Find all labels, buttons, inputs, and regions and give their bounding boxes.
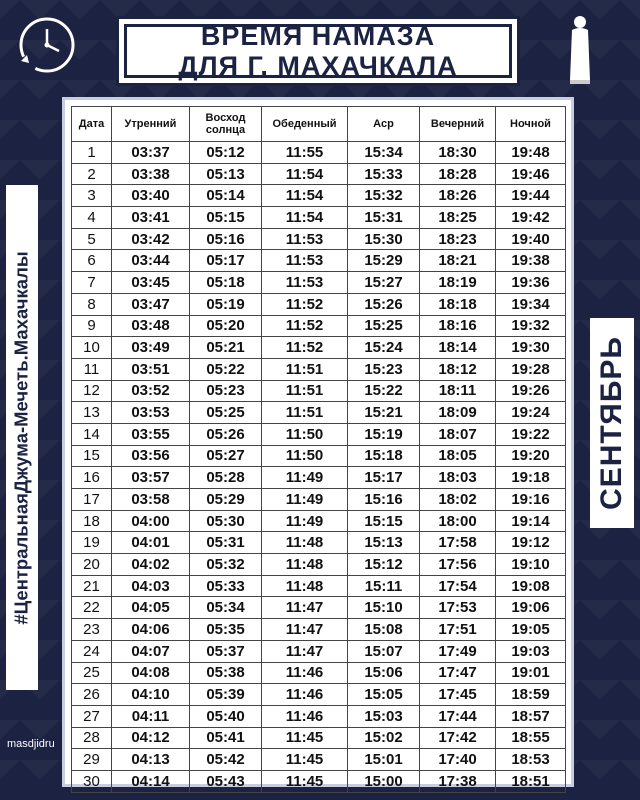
table-row bbox=[72, 163, 566, 185]
table-row bbox=[72, 640, 566, 662]
time-cell: 18:07 bbox=[420, 423, 496, 445]
date-cell: 27 bbox=[72, 705, 112, 727]
time-cell: 15:23 bbox=[348, 358, 420, 380]
date-cell: 24 bbox=[72, 640, 112, 662]
time-cell: 19:18 bbox=[496, 467, 566, 489]
time-cell: 05:27 bbox=[190, 445, 262, 467]
time-cell: 04:14 bbox=[112, 770, 190, 792]
time-cell: 18:18 bbox=[420, 293, 496, 315]
table-row bbox=[72, 293, 566, 315]
date-cell: 21 bbox=[72, 575, 112, 597]
time-cell: 05:37 bbox=[190, 640, 262, 662]
time-cell: 11:53 bbox=[262, 228, 348, 250]
table-row bbox=[72, 228, 566, 250]
date-cell: 23 bbox=[72, 619, 112, 641]
praying-man-icon bbox=[562, 14, 598, 86]
time-cell: 17:58 bbox=[420, 532, 496, 554]
time-cell: 03:49 bbox=[112, 337, 190, 359]
table-row bbox=[72, 597, 566, 619]
time-cell: 11:46 bbox=[262, 705, 348, 727]
table-row bbox=[72, 554, 566, 576]
date-cell: 5 bbox=[72, 228, 112, 250]
time-cell: 18:11 bbox=[420, 380, 496, 402]
time-cell: 19:06 bbox=[496, 597, 566, 619]
column-header: Вечерний bbox=[420, 107, 496, 142]
time-cell: 04:06 bbox=[112, 619, 190, 641]
column-header: Ночной bbox=[496, 107, 566, 142]
time-cell: 05:34 bbox=[190, 597, 262, 619]
time-cell: 05:25 bbox=[190, 402, 262, 424]
time-cell: 18:05 bbox=[420, 445, 496, 467]
table-header-row bbox=[72, 107, 566, 142]
table-row bbox=[72, 358, 566, 380]
time-cell: 04:02 bbox=[112, 554, 190, 576]
date-cell: 6 bbox=[72, 250, 112, 272]
time-cell: 17:42 bbox=[420, 727, 496, 749]
date-cell: 13 bbox=[72, 402, 112, 424]
date-cell: 18 bbox=[72, 510, 112, 532]
time-cell: 04:08 bbox=[112, 662, 190, 684]
time-cell: 19:10 bbox=[496, 554, 566, 576]
time-cell: 15:11 bbox=[348, 575, 420, 597]
date-cell: 15 bbox=[72, 445, 112, 467]
time-cell: 18:02 bbox=[420, 489, 496, 511]
time-cell: 11:51 bbox=[262, 358, 348, 380]
time-cell: 17:53 bbox=[420, 597, 496, 619]
time-cell: 04:07 bbox=[112, 640, 190, 662]
time-cell: 18:51 bbox=[496, 770, 566, 792]
title-box bbox=[116, 16, 520, 86]
time-cell: 11:50 bbox=[262, 445, 348, 467]
time-cell: 15:30 bbox=[348, 228, 420, 250]
time-cell: 04:03 bbox=[112, 575, 190, 597]
month-label: СЕНТЯБРЬ bbox=[595, 336, 628, 510]
time-cell: 05:18 bbox=[190, 272, 262, 294]
table-row bbox=[72, 445, 566, 467]
time-cell: 05:17 bbox=[190, 250, 262, 272]
time-cell: 18:53 bbox=[496, 749, 566, 771]
time-cell: 19:03 bbox=[496, 640, 566, 662]
time-cell: 18:09 bbox=[420, 402, 496, 424]
table-row bbox=[72, 272, 566, 294]
time-cell: 05:33 bbox=[190, 575, 262, 597]
date-cell: 2 bbox=[72, 163, 112, 185]
time-cell: 11:50 bbox=[262, 423, 348, 445]
time-cell: 05:20 bbox=[190, 315, 262, 337]
time-cell: 17:44 bbox=[420, 705, 496, 727]
date-cell: 7 bbox=[72, 272, 112, 294]
time-cell: 05:29 bbox=[190, 489, 262, 511]
time-cell: 05:12 bbox=[190, 142, 262, 164]
time-cell: 11:52 bbox=[262, 293, 348, 315]
time-cell: 11:54 bbox=[262, 185, 348, 207]
time-cell: 03:58 bbox=[112, 489, 190, 511]
time-cell: 05:35 bbox=[190, 619, 262, 641]
date-cell: 19 bbox=[72, 532, 112, 554]
time-cell: 05:42 bbox=[190, 749, 262, 771]
date-cell: 17 bbox=[72, 489, 112, 511]
time-cell: 11:45 bbox=[262, 770, 348, 792]
time-cell: 05:43 bbox=[190, 770, 262, 792]
column-header: Обеденный bbox=[262, 107, 348, 142]
date-cell: 29 bbox=[72, 749, 112, 771]
time-cell: 03:53 bbox=[112, 402, 190, 424]
time-cell: 15:10 bbox=[348, 597, 420, 619]
time-cell: 11:46 bbox=[262, 662, 348, 684]
time-cell: 11:54 bbox=[262, 163, 348, 185]
time-cell: 15:06 bbox=[348, 662, 420, 684]
table-row bbox=[72, 402, 566, 424]
time-cell: 11:55 bbox=[262, 142, 348, 164]
table-row bbox=[72, 315, 566, 337]
time-cell: 05:41 bbox=[190, 727, 262, 749]
table-row bbox=[72, 467, 566, 489]
time-cell: 15:21 bbox=[348, 402, 420, 424]
time-cell: 05:26 bbox=[190, 423, 262, 445]
time-cell: 11:48 bbox=[262, 532, 348, 554]
time-cell: 15:24 bbox=[348, 337, 420, 359]
time-cell: 11:45 bbox=[262, 727, 348, 749]
time-cell: 18:55 bbox=[496, 727, 566, 749]
time-cell: 04:11 bbox=[112, 705, 190, 727]
time-cell: 17:47 bbox=[420, 662, 496, 684]
time-cell: 05:30 bbox=[190, 510, 262, 532]
time-cell: 04:10 bbox=[112, 684, 190, 706]
time-cell: 17:54 bbox=[420, 575, 496, 597]
time-cell: 19:14 bbox=[496, 510, 566, 532]
time-cell: 05:31 bbox=[190, 532, 262, 554]
date-cell: 1 bbox=[72, 142, 112, 164]
time-cell: 18:00 bbox=[420, 510, 496, 532]
hashtag-banner bbox=[6, 185, 38, 690]
time-cell: 15:27 bbox=[348, 272, 420, 294]
time-cell: 15:33 bbox=[348, 163, 420, 185]
time-cell: 05:39 bbox=[190, 684, 262, 706]
date-cell: 8 bbox=[72, 293, 112, 315]
time-cell: 05:19 bbox=[190, 293, 262, 315]
time-cell: 17:38 bbox=[420, 770, 496, 792]
prayer-times-table bbox=[71, 106, 566, 793]
table-row bbox=[72, 142, 566, 164]
time-cell: 11:49 bbox=[262, 489, 348, 511]
time-cell: 19:44 bbox=[496, 185, 566, 207]
date-cell: 22 bbox=[72, 597, 112, 619]
time-cell: 18:57 bbox=[496, 705, 566, 727]
time-cell: 18:14 bbox=[420, 337, 496, 359]
time-cell: 19:01 bbox=[496, 662, 566, 684]
time-cell: 05:15 bbox=[190, 207, 262, 229]
time-cell: 11:48 bbox=[262, 575, 348, 597]
time-cell: 19:46 bbox=[496, 163, 566, 185]
time-cell: 15:03 bbox=[348, 705, 420, 727]
time-cell: 15:22 bbox=[348, 380, 420, 402]
time-cell: 03:52 bbox=[112, 380, 190, 402]
table-row bbox=[72, 207, 566, 229]
column-header: Утренний bbox=[112, 107, 190, 142]
time-cell: 18:21 bbox=[420, 250, 496, 272]
date-cell: 30 bbox=[72, 770, 112, 792]
time-cell: 05:40 bbox=[190, 705, 262, 727]
table-row bbox=[72, 575, 566, 597]
time-cell: 15:12 bbox=[348, 554, 420, 576]
page-title-line1: ВРЕМЯ НАМАЗА bbox=[200, 21, 436, 51]
time-cell: 04:00 bbox=[112, 510, 190, 532]
page-title-line2: ДЛЯ Г. МАХАЧКАЛА bbox=[178, 51, 458, 81]
time-cell: 03:51 bbox=[112, 358, 190, 380]
time-cell: 19:40 bbox=[496, 228, 566, 250]
table-row bbox=[72, 532, 566, 554]
time-cell: 15:13 bbox=[348, 532, 420, 554]
time-cell: 05:14 bbox=[190, 185, 262, 207]
time-cell: 11:53 bbox=[262, 272, 348, 294]
time-cell: 15:31 bbox=[348, 207, 420, 229]
date-cell: 10 bbox=[72, 337, 112, 359]
time-cell: 04:13 bbox=[112, 749, 190, 771]
time-cell: 17:40 bbox=[420, 749, 496, 771]
time-cell: 19:16 bbox=[496, 489, 566, 511]
time-cell: 15:18 bbox=[348, 445, 420, 467]
date-cell: 26 bbox=[72, 684, 112, 706]
date-cell: 3 bbox=[72, 185, 112, 207]
date-cell: 4 bbox=[72, 207, 112, 229]
table-row bbox=[72, 619, 566, 641]
time-cell: 03:57 bbox=[112, 467, 190, 489]
table-row bbox=[72, 423, 566, 445]
table-row bbox=[72, 662, 566, 684]
time-cell: 11:51 bbox=[262, 380, 348, 402]
time-cell: 04:01 bbox=[112, 532, 190, 554]
time-cell: 15:16 bbox=[348, 489, 420, 511]
time-cell: 15:05 bbox=[348, 684, 420, 706]
table-row bbox=[72, 185, 566, 207]
table-row bbox=[72, 489, 566, 511]
time-cell: 03:55 bbox=[112, 423, 190, 445]
time-cell: 17:45 bbox=[420, 684, 496, 706]
time-cell: 18:23 bbox=[420, 228, 496, 250]
time-cell: 19:36 bbox=[496, 272, 566, 294]
time-cell: 11:52 bbox=[262, 315, 348, 337]
time-cell: 05:23 bbox=[190, 380, 262, 402]
column-header: Дата bbox=[72, 107, 112, 142]
time-cell: 18:25 bbox=[420, 207, 496, 229]
time-cell: 11:47 bbox=[262, 619, 348, 641]
table-row bbox=[72, 727, 566, 749]
time-cell: 18:12 bbox=[420, 358, 496, 380]
time-cell: 18:26 bbox=[420, 185, 496, 207]
table-row bbox=[72, 510, 566, 532]
time-cell: 05:16 bbox=[190, 228, 262, 250]
time-cell: 05:32 bbox=[190, 554, 262, 576]
time-cell: 11:47 bbox=[262, 597, 348, 619]
date-cell: 11 bbox=[72, 358, 112, 380]
time-cell: 18:59 bbox=[496, 684, 566, 706]
watermark: masdjidru bbox=[7, 738, 55, 750]
month-banner bbox=[590, 318, 634, 528]
time-cell: 18:03 bbox=[420, 467, 496, 489]
time-cell: 15:15 bbox=[348, 510, 420, 532]
time-cell: 19:38 bbox=[496, 250, 566, 272]
time-cell: 03:37 bbox=[112, 142, 190, 164]
time-cell: 03:38 bbox=[112, 163, 190, 185]
time-cell: 15:29 bbox=[348, 250, 420, 272]
hashtag-text: #ЦентральнаяДжума-Мечеть.Махачкалы bbox=[11, 250, 33, 625]
time-cell: 11:49 bbox=[262, 510, 348, 532]
time-cell: 19:26 bbox=[496, 380, 566, 402]
time-cell: 18:30 bbox=[420, 142, 496, 164]
time-cell: 15:02 bbox=[348, 727, 420, 749]
time-cell: 15:26 bbox=[348, 293, 420, 315]
time-cell: 19:28 bbox=[496, 358, 566, 380]
date-cell: 28 bbox=[72, 727, 112, 749]
prayer-times-table-container bbox=[62, 97, 574, 790]
time-cell: 17:49 bbox=[420, 640, 496, 662]
date-cell: 25 bbox=[72, 662, 112, 684]
time-cell: 19:20 bbox=[496, 445, 566, 467]
time-cell: 18:16 bbox=[420, 315, 496, 337]
time-cell: 18:19 bbox=[420, 272, 496, 294]
time-cell: 03:48 bbox=[112, 315, 190, 337]
date-cell: 14 bbox=[72, 423, 112, 445]
clock-icon bbox=[17, 15, 77, 75]
table-body bbox=[72, 142, 566, 793]
time-cell: 11:46 bbox=[262, 684, 348, 706]
date-cell: 20 bbox=[72, 554, 112, 576]
time-cell: 19:32 bbox=[496, 315, 566, 337]
table-row bbox=[72, 684, 566, 706]
time-cell: 15:32 bbox=[348, 185, 420, 207]
time-cell: 03:44 bbox=[112, 250, 190, 272]
time-cell: 11:51 bbox=[262, 402, 348, 424]
time-cell: 19:22 bbox=[496, 423, 566, 445]
time-cell: 17:51 bbox=[420, 619, 496, 641]
time-cell: 03:47 bbox=[112, 293, 190, 315]
time-cell: 11:53 bbox=[262, 250, 348, 272]
time-cell: 03:45 bbox=[112, 272, 190, 294]
date-cell: 12 bbox=[72, 380, 112, 402]
time-cell: 19:42 bbox=[496, 207, 566, 229]
time-cell: 05:28 bbox=[190, 467, 262, 489]
time-cell: 11:52 bbox=[262, 337, 348, 359]
time-cell: 15:34 bbox=[348, 142, 420, 164]
time-cell: 15:07 bbox=[348, 640, 420, 662]
time-cell: 03:42 bbox=[112, 228, 190, 250]
time-cell: 18:28 bbox=[420, 163, 496, 185]
time-cell: 19:12 bbox=[496, 532, 566, 554]
date-cell: 9 bbox=[72, 315, 112, 337]
time-cell: 15:25 bbox=[348, 315, 420, 337]
time-cell: 03:56 bbox=[112, 445, 190, 467]
time-cell: 03:41 bbox=[112, 207, 190, 229]
time-cell: 11:48 bbox=[262, 554, 348, 576]
column-header: Аср bbox=[348, 107, 420, 142]
time-cell: 19:30 bbox=[496, 337, 566, 359]
time-cell: 19:34 bbox=[496, 293, 566, 315]
time-cell: 17:56 bbox=[420, 554, 496, 576]
time-cell: 11:45 bbox=[262, 749, 348, 771]
time-cell: 04:12 bbox=[112, 727, 190, 749]
date-cell: 16 bbox=[72, 467, 112, 489]
time-cell: 11:49 bbox=[262, 467, 348, 489]
time-cell: 11:54 bbox=[262, 207, 348, 229]
time-cell: 15:19 bbox=[348, 423, 420, 445]
table-row bbox=[72, 380, 566, 402]
time-cell: 19:24 bbox=[496, 402, 566, 424]
time-cell: 15:17 bbox=[348, 467, 420, 489]
time-cell: 19:48 bbox=[496, 142, 566, 164]
time-cell: 03:40 bbox=[112, 185, 190, 207]
time-cell: 05:22 bbox=[190, 358, 262, 380]
time-cell: 15:00 bbox=[348, 770, 420, 792]
time-cell: 15:08 bbox=[348, 619, 420, 641]
table-row bbox=[72, 705, 566, 727]
table-row bbox=[72, 250, 566, 272]
table-row bbox=[72, 337, 566, 359]
time-cell: 05:21 bbox=[190, 337, 262, 359]
time-cell: 15:01 bbox=[348, 749, 420, 771]
time-cell: 19:08 bbox=[496, 575, 566, 597]
time-cell: 19:05 bbox=[496, 619, 566, 641]
column-header: Восход солнца bbox=[190, 107, 262, 142]
time-cell: 05:13 bbox=[190, 163, 262, 185]
table-row bbox=[72, 749, 566, 771]
time-cell: 05:38 bbox=[190, 662, 262, 684]
time-cell: 04:05 bbox=[112, 597, 190, 619]
table-row bbox=[72, 770, 566, 792]
time-cell: 11:47 bbox=[262, 640, 348, 662]
